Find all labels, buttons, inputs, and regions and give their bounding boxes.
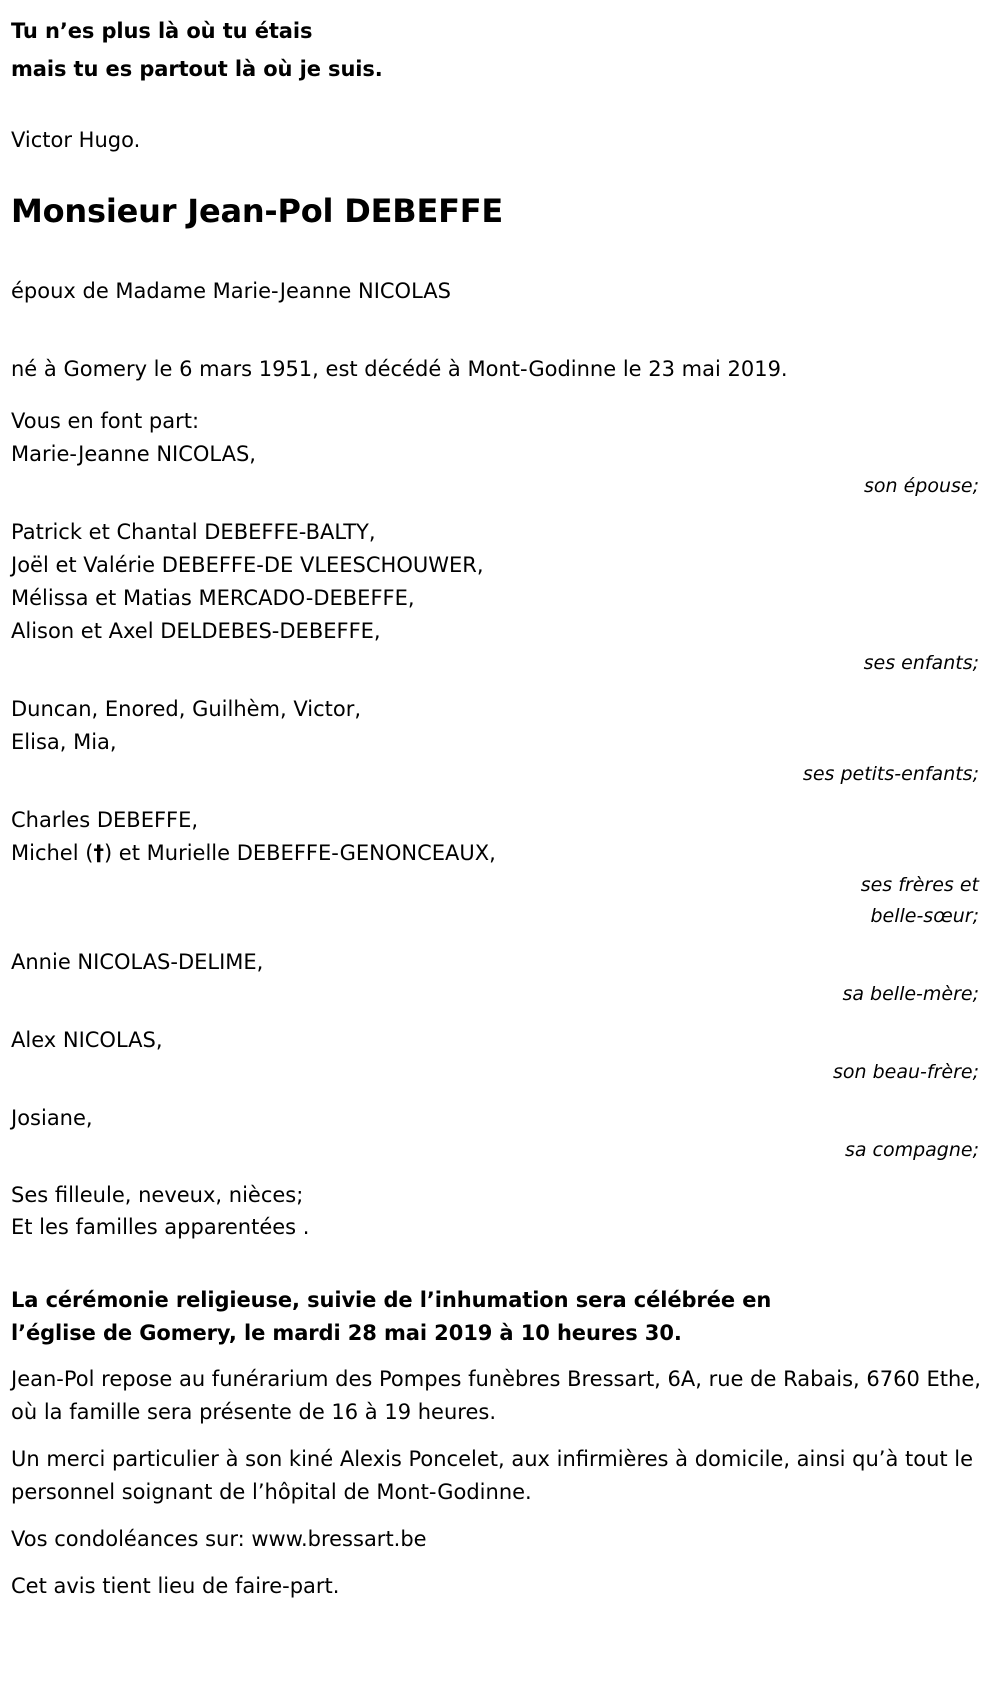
family-member: Alison et Axel DELDEBES-DEBEFFE, (11, 619, 381, 643)
family-member: Mélissa et Matias MERCADO-DEBEFFE, (11, 586, 415, 610)
family-member: Et les familles apparentées . (11, 1215, 310, 1239)
family-groups (11, 438, 988, 1166)
relation-line: ses frères et (860, 874, 979, 896)
relation-line: sa compagne; (844, 1139, 979, 1161)
relation-label (11, 1057, 988, 1088)
relation-label (11, 1135, 988, 1166)
family-member: Alex NICOLAS, (11, 1028, 163, 1052)
family-group-brother-in-law (11, 1024, 988, 1088)
relation-line: sa belle-mère; (842, 983, 979, 1005)
family-member: Annie NICOLAS-DELIME, (11, 950, 264, 974)
ceremony-line-1: La cérémonie religieuse, suivie de l’inhumation sera célébrée en (11, 1288, 772, 1312)
quote-attribution: Victor Hugo. (11, 128, 141, 152)
ceremony-line-2: l’église de Gomery, le mardi 28 mai 2019 à 10 heures 30. (11, 1321, 682, 1345)
family-member: Elisa, Mia, (11, 730, 117, 754)
family-group-spouse (11, 438, 988, 502)
deceased-name: Monsieur Jean-Pol DEBEFFE (11, 192, 504, 230)
relation-line: son beau-frère; (833, 1061, 979, 1083)
quote-line-1: Tu n’es plus là où tu étais (11, 19, 313, 43)
repose-details: Jean-Pol repose au funérarium des Pompes funèbres Bressart, 6A, rue de Rabais, 6760 Ethe, où la famille sera présente de 16 à 19 heures. (11, 1367, 981, 1424)
family-group-mother-in-law (11, 946, 988, 1010)
relation-line: ses enfants; (863, 652, 979, 674)
family-member: Joël et Valérie DEBEFFE-DE VLEESCHOUWER, (11, 553, 484, 577)
family-member: Charles DEBEFFE, (11, 808, 199, 832)
family-group-companion (11, 1102, 988, 1166)
quote-line-2: mais tu es partout là où je suis. (11, 57, 383, 81)
relation-label (11, 979, 988, 1010)
relation-line: ses petits-enfants; (802, 763, 979, 785)
family-member-deceased: Michel (†) et Murielle DEBEFFE-GENONCEAUX, (11, 841, 496, 865)
extended-family (11, 1179, 988, 1243)
family-group-children (11, 516, 988, 679)
relation-label (11, 759, 988, 790)
ceremony-announcement (11, 1284, 988, 1350)
relation-label (11, 870, 988, 932)
relation-label (11, 648, 988, 679)
deceased-birth-death: né à Gomery le 6 mars 1951, est décédé à Mont-Godinne le 23 mai 2019. (11, 357, 788, 381)
deceased-spouse-of: époux de Madame Marie-Jeanne NICOLAS (11, 279, 451, 303)
deceased-dagger-icon: † (93, 841, 104, 865)
relation-label (11, 471, 988, 502)
family-member: Duncan, Enored, Guilhèm, Victor, (11, 697, 362, 721)
family-member: Ses filleule, neveux, nièces; (11, 1183, 304, 1207)
family-group-grandchildren (11, 693, 988, 790)
legal-notice: Cet avis tient lieu de faire-part. (11, 1574, 340, 1598)
family-group-siblings (11, 804, 988, 932)
announcement-intro: Vous en font part: (11, 409, 200, 433)
relation-line: son épouse; (863, 475, 979, 497)
condolences-line: Vos condoléances sur: www.bressart.be (11, 1527, 427, 1551)
relation-line: belle-sœur; (870, 905, 979, 927)
family-member: Patrick et Chantal DEBEFFE-BALTY, (11, 520, 376, 544)
epitaph-quote (11, 12, 988, 88)
family-member: Marie-Jeanne NICOLAS, (11, 442, 256, 466)
family-member: Josiane, (11, 1106, 93, 1130)
thanks-message: Un merci particulier à son kiné Alexis Poncelet, aux infirmières à domicile, ainsi qu’à tout le personnel soignant de l’hôpital de Mont-Godinne. (11, 1447, 974, 1504)
